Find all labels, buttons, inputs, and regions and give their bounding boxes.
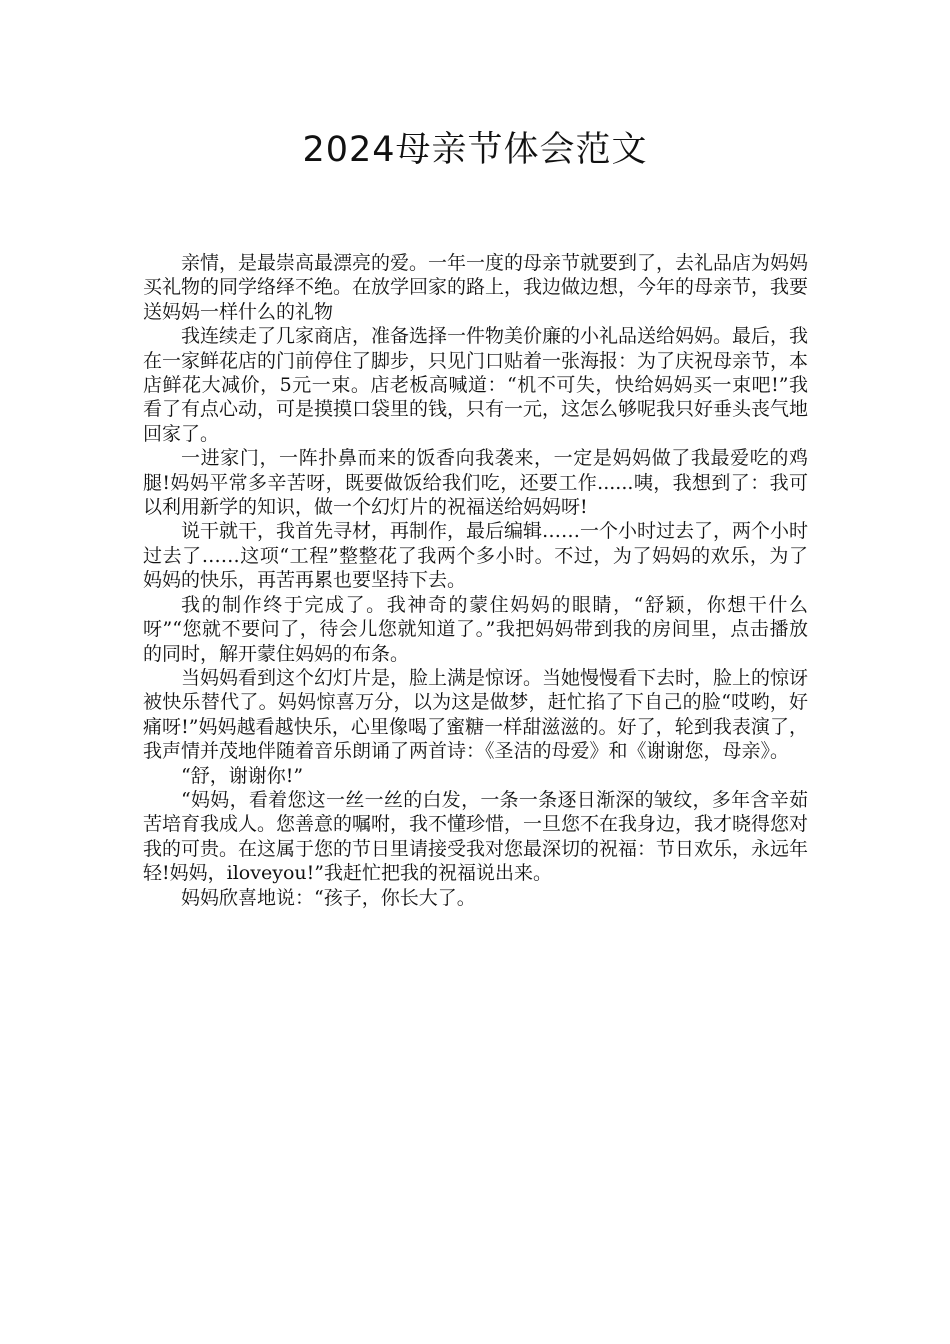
- document-title: 2024母亲节体会范文: [302, 130, 648, 170]
- document-body: [143, 251, 808, 910]
- paragraph: 亲情，是最崇高最漂亮的爱。一年一度的母亲节就要到了，去礼品店为妈妈买礼物的同学络绎不绝。在放学回家的路上，我边做边想，今年的母亲节，我要送妈妈一样什么的礼物: [143, 252, 809, 323]
- paragraph: 我的制作终于完成了。我神奇的蒙住妈妈的眼睛，“舒颖，你想干什么呀”“您就不要问了，待会儿您就知道了。”我把妈妈带到我的房间里，点击播放的同时，解开蒙住妈妈的布条。: [143, 593, 808, 665]
- paragraph: “妈妈，看着您这一丝一丝的白发，一条一条逐日渐深的皱纹，多年含辛茹苦培育我成人。您善意的嘱咐，我不懂珍惜，一旦您不在我身边，我才晓得您对我的可贵。在这属于您的节日里请接受我对您最深切的祝福：节日欢乐，永远年轻!妈妈，iloveyou!”我赶忙把我的祝福说出来。: [143, 788, 809, 885]
- paragraph: 当妈妈看到这个幻灯片是，脸上满是惊讶。当她慢慢看下去时，脸上的惊讶被快乐替代了。妈妈惊喜万分，以为这是做梦，赶忙掐了下自己的脸“哎哟，好痛呀!”妈妈越看越快乐，心里像喝了蜜糖一样甜滋滋的。好了，轮到我表演了，我声情并茂地伴随着音乐朗诵了两首诗：《圣洁的母爱》和《谢谢您，母亲》。: [143, 666, 809, 763]
- paragraph: 我连续走了几家商店，准备选择一件物美价廉的小礼品送给妈妈。最后，我在一家鲜花店的门前停住了脚步，只见门口贴着一张海报：为了庆祝母亲节，本店鲜花大减价，5元一束。店老板高喊道：“机不可失，快给妈妈买一束吧!”我看了有点心动，可是摸摸口袋里的钱，只有一元，这怎么够呢我只好垂头丧气地回家了。: [143, 325, 809, 445]
- paragraph: “舒，谢谢你!”: [181, 764, 304, 787]
- paragraph: 妈妈欣喜地说：“孩子，你长大了。: [181, 886, 476, 909]
- paragraph: 说干就干，我首先寻材，再制作，最后编辑……一个小时过去了，两个小时过去了……这项“工程”整整花了我两个多小时。不过，为了妈妈的欢乐，为了妈妈的快乐，再苦再累也要坚持下去。: [143, 520, 809, 592]
- paragraph: 一进家门，一阵扑鼻而来的饭香向我袭来，一定是妈妈做了我最爱吃的鸡腿!妈妈平常多辛苦呀，既要做饭给我们吃，还要工作......咦，我想到了：我可以利用新学的知识，做一个幻灯片的祝福送给妈妈呀!: [143, 447, 808, 519]
